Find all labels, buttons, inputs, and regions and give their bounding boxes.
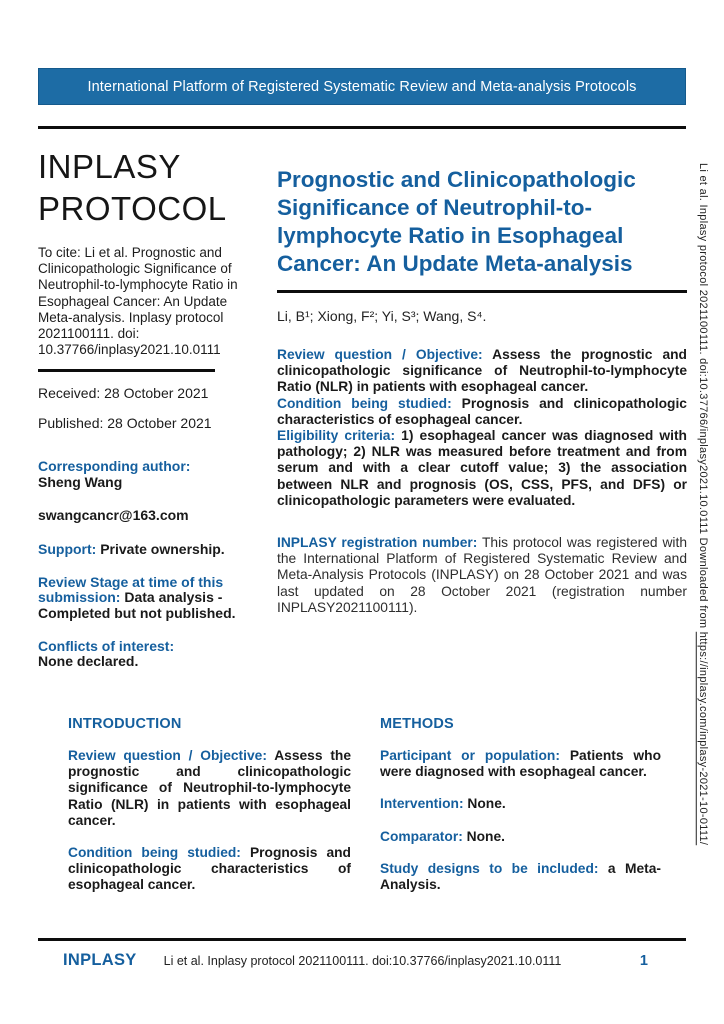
- registration-number-label: INPLASY registration number:: [277, 535, 478, 551]
- footer-brand: INPLASY: [63, 951, 137, 969]
- inplasy-protocol-masthead: [38, 146, 260, 230]
- conflicts-value: None declared.: [38, 653, 139, 670]
- intro-review-question-label: Review question / Objective:: [68, 748, 267, 763]
- study-designs-section: [380, 861, 661, 893]
- platform-banner: [38, 68, 686, 105]
- intro-condition-section: [68, 845, 351, 894]
- condition-studied-section: [277, 396, 687, 428]
- support-value: Private ownership.: [100, 541, 225, 558]
- intro-condition-text: Prognosis and clinicopathologic characteristics of esophageal cancer.: [68, 845, 351, 893]
- published-date: Published: 28 October 2021: [38, 415, 212, 432]
- condition-studied-text: Prognosis and clinicopathologic characteristics of esophageal cancer.: [277, 395, 687, 427]
- left-column-rule: [38, 369, 215, 372]
- to-cite-text: To cite: Li et al. Prognostic and Clinicopathologic Significance of Neutrophil-to-lymphocyte Ratio in Esophageal Cancer: An Update Meta-analysis. Inplasy protocol 2021100111. doi: 10.37766/inplasy2021.10.0111: [38, 245, 238, 358]
- masthead-line1: INPLASY: [38, 148, 181, 185]
- footer-citation: Li et al. Inplasy protocol 2021100111. doi:10.37766/inplasy2021.10.0111: [163, 954, 562, 968]
- registration-number-section: [277, 535, 687, 616]
- review-stage-label: Review Stage at time of this submission:: [38, 573, 224, 606]
- intervention-label: Intervention:: [380, 796, 464, 812]
- left-column: [38, 146, 260, 670]
- page-number: 1: [639, 953, 648, 969]
- registration-number-text: This protocol was registered with the International Platform of Registered Systematic Review and Meta-Analysis Protocols (INPLASY) on 28 October 2021 and was last updated on 28 October 2021 (registration number INPLASY2021100111).: [277, 535, 688, 615]
- comparator-section: [380, 829, 661, 845]
- right-column: [277, 166, 687, 616]
- article-title: Prognostic and Clinicopathologic Significance of Neutrophil-to-lymphocyte Ratio in Esophageal Cancer: An Update Meta-analysis: [277, 167, 636, 276]
- review-stage-value: Data analysis - Completed but not published.: [38, 589, 236, 621]
- corresponding-author-name: Sheng Wang: [38, 474, 123, 491]
- comparator-text: None.: [466, 828, 505, 844]
- intro-review-question-section: [68, 748, 351, 829]
- methods-heading: METHODS: [380, 716, 454, 732]
- masthead-line2: PROTOCOL: [38, 190, 227, 227]
- corresponding-author-email: [38, 508, 260, 524]
- corresponding-author-field: [38, 459, 260, 490]
- participant-text: Patients who were diagnosed with esophageal cancer.: [380, 748, 661, 780]
- intro-condition-label: Condition being studied:: [68, 845, 241, 861]
- eligibility-criteria-label: Eligibility criteria:: [277, 428, 396, 444]
- email-text: swangcancr@163.com: [38, 506, 189, 523]
- platform-banner-text: International Platform of Registered Systematic Review and Meta-analysis Protocols: [87, 78, 637, 95]
- received-date: Received: 28 October 2021: [38, 385, 209, 402]
- review-question-section: [277, 347, 687, 396]
- author-list: Li, B¹; Xiong, F²; Yi, S³; Wang, S⁴.: [277, 308, 487, 324]
- support-label: Support:: [38, 541, 97, 558]
- footer: [38, 951, 686, 970]
- intervention-text: None.: [467, 796, 506, 812]
- footer-divider-rule: [38, 938, 686, 941]
- review-stage-field: [38, 575, 260, 622]
- corresponding-author-label: Corresponding author:: [38, 458, 191, 475]
- comparator-label: Comparator:: [380, 828, 463, 844]
- support-field: [38, 542, 260, 558]
- participant-label: Participant or population:: [380, 748, 560, 763]
- eligibility-criteria-text: 1) esophageal cancer was diagnosed with pathology; 2) NLR was measured before treatment and from serum and with a clear cutoff value; 3) the association between NLR and prognosis (OS, CSS, PFS, and DFS) or clinicopathologic parameters were evaluated.: [277, 428, 687, 508]
- review-question-text: Assess the prognostic and clinicopathologic significance of Neutrophil-to-lymphocyte Ratio (NLR) in patients with esophageal cancer.: [277, 347, 687, 395]
- eligibility-criteria-section: [277, 428, 687, 509]
- participant-section: [380, 748, 661, 780]
- condition-studied-label: Condition being studied:: [277, 395, 452, 411]
- title-divider-rule: [277, 290, 687, 293]
- vertical-sidebar-citation: [697, 163, 709, 963]
- conflicts-field: [38, 639, 260, 670]
- header-divider-rule: [38, 126, 686, 129]
- abstract-block: [277, 347, 687, 509]
- study-designs-label: Study designs to be included:: [380, 860, 599, 876]
- sidebar-download-link[interactable]: https://inplasy.com/inplasy-2021-10-0111/: [697, 631, 709, 846]
- sidebar-citation-text: Li et al. Inplasy protocol 2021100111. doi:10.37766/inplasy2021.10.0111 Downloaded from: [697, 163, 709, 632]
- study-designs-text: a Meta-Analysis.: [380, 860, 661, 893]
- intro-review-question-text: Assess the prognostic and clinicopathologic significance of Neutrophil-to-lymphocyte Ratio (NLR) in patients with esophageal cancer.: [68, 748, 352, 828]
- methods-column: [380, 716, 661, 893]
- intervention-section: [380, 796, 661, 812]
- introduction-column: [68, 716, 351, 894]
- review-question-label: Review question / Objective:: [277, 347, 483, 362]
- introduction-heading: INTRODUCTION: [68, 716, 182, 732]
- conflicts-label: Conflicts of interest:: [38, 637, 175, 654]
